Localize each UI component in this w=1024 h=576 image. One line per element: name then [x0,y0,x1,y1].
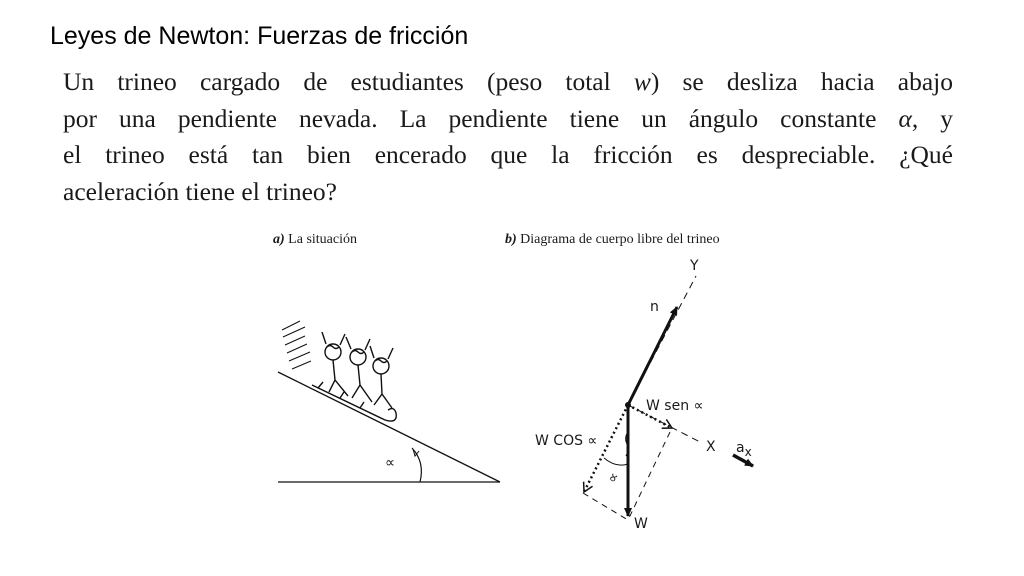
w-cos-label: W COS ∝ [535,433,598,449]
alpha-label: ∝ [604,469,623,487]
axis-x-label: X [706,439,716,455]
weight-label: W [634,516,648,532]
alpha-arc [604,458,628,465]
problem-line-1: Un trineo cargado de estudiantes (peso total w) se desliza hacia abajo [63,67,953,96]
w-sin-label: W sen ∝ [646,398,704,414]
caption-a: a) La situación [273,232,357,247]
motion-lines [282,321,311,369]
problem-line-3: el trineo está tan bien encerado que la fricción es despreciable. ¿Qué [63,140,953,169]
slope-angle-label: ∝ [385,455,396,471]
problem-line-4: aceleración tiene el trineo? [63,176,337,206]
normal-force-label: n [650,299,659,315]
slide-title: Leyes de Newton: Fuerzas de fricción [50,22,469,50]
axis-y-label: Y [690,258,699,274]
problem-line-2: por una pendiente nevada. La pendiente tiene un ángulo constante α, y [63,103,954,133]
acceleration-label: ax [736,440,752,459]
weight-variable: w [633,67,651,96]
free-body-diagram [535,258,753,532]
normal-force-arrow [628,307,677,405]
body-point [625,402,631,408]
sled-with-students [312,332,396,421]
situation-drawing [278,321,500,482]
angle-variable: α [898,103,912,133]
component-guide-1 [583,493,628,520]
component-guide-2 [628,432,670,520]
caption-b: b) Diagrama de cuerpo libre del trineo [505,232,720,247]
